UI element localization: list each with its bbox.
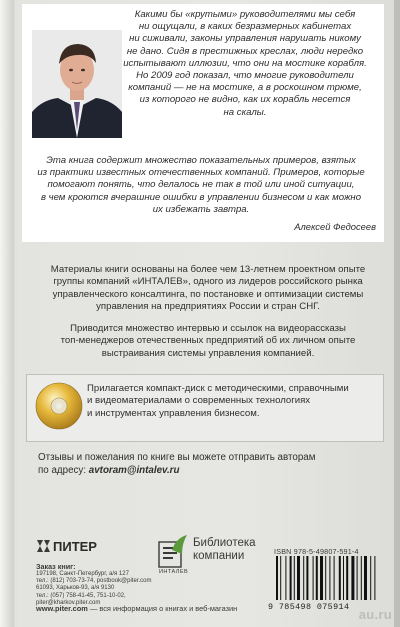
paragraph-line: группы компаний «ИНТАЛЕВ», одного из лидеров российского рынка	[53, 276, 363, 288]
paragraph-line: управленческого консалтинга, по постановке и оптимизации системы	[52, 288, 364, 300]
description-paragraph-1	[38, 264, 378, 313]
author-photo	[32, 30, 122, 138]
quote-line: компаний — не на мостике, а в роскошном трюме,	[128, 82, 362, 94]
feedback-email: avtoram@intalev.ru	[88, 464, 180, 476]
cd-disc-icon	[35, 382, 83, 430]
publisher-site	[36, 604, 237, 613]
piter-logo-text: ПИТЕР	[53, 539, 97, 554]
isbn-label: ISBN 978-5-49807-591-4	[274, 547, 359, 556]
paragraph-line: Приводится множество интервью и ссылок на видеорассказы	[70, 323, 346, 334]
quote-line: Но 2009 год показал, что многие руководители	[136, 70, 354, 82]
description-paragraph-2	[38, 323, 378, 360]
feedback-line-1: Отзывы и пожелания по книге вы можете отправить авторам	[38, 452, 316, 463]
quote-line: в чем кроются вчерашние ошибки в управлении бизнесом и как можно	[40, 191, 362, 203]
quote-continuation	[28, 155, 374, 216]
cd-line: Прилагается компакт-диск с методическими, справочными	[87, 383, 349, 394]
order-line: тел.: (057) 758-41-45, 751-10-02, piter@kharkov.piter.com	[36, 592, 126, 606]
cd-line: и инструментах управления бизнесом.	[87, 407, 260, 419]
feedback-line-2	[38, 465, 378, 478]
paragraph-line: выстраивания системы управления компанией.	[101, 347, 315, 359]
series-title-line-1: Библиотека	[193, 537, 256, 549]
quote-author: Алексей Федосеев	[294, 221, 376, 232]
quote-line: не дано. Сидя в престижных креслах, люди нередко	[126, 45, 364, 57]
order-line: 61093, Харьков-93, а/я 9130	[36, 585, 115, 592]
quote-line: Эта книга содержит множество показательных примеров, взятых	[46, 155, 356, 166]
quote-line: на скалы.	[223, 106, 267, 118]
watermark: au.ru	[358, 607, 392, 622]
order-info	[36, 562, 164, 607]
quote-line: помогают понять, что делалось не так в той или иной ситуации,	[47, 179, 355, 191]
quote-line: из практики известных отечественных компаний. Примеров, которые	[37, 167, 365, 179]
series-title-line-2: компании	[193, 549, 245, 562]
quote-line: ни сиживали, законы управления нарушать никому	[129, 33, 361, 45]
author-quote	[120, 9, 370, 119]
site-description: — вся информация о книгах и веб-магазин	[87, 604, 238, 613]
series-logo-icon	[158, 534, 188, 568]
quote-line: их избежать завтра.	[152, 203, 250, 215]
cover-right-edge	[394, 0, 400, 627]
site-url[interactable]: www.piter.com	[36, 604, 88, 613]
cover-left-edge	[0, 0, 14, 627]
paragraph-line: управления на предприятиях России и стран СНГ.	[96, 300, 320, 312]
quote-line: Какими бы «крутыми» руководителями мы себя	[134, 9, 356, 20]
order-heading: Заказ книг:	[36, 562, 76, 571]
order-line: 197198, Санкт-Петербург, а/я 127	[36, 571, 129, 577]
paragraph-line: топ-менеджеров отечественных предприятий об их личном опыте	[60, 335, 356, 347]
barcode-digits: 9 785498 075914	[268, 602, 350, 612]
cd-notice-box	[26, 374, 384, 442]
paragraph-line: Материалы книги основаны на более чем 13-летнем проектном опыте	[50, 264, 366, 275]
quote-line: ни ощущали, в каких безразмерных кабинетах	[138, 21, 352, 33]
order-line: тел.: (812) 703-73-74, postbook@piter.com	[36, 578, 152, 585]
isbn-barcode	[274, 556, 382, 600]
feedback-prefix: по адресу:	[38, 464, 89, 476]
cd-line: и видеоматериалами о современных технологиях	[87, 395, 311, 407]
piter-logo	[36, 537, 108, 555]
feedback-text	[38, 452, 378, 478]
series-title	[193, 537, 256, 562]
quote-line: испытывают иллюзии, что они на мостике корабля.	[123, 57, 367, 69]
quote-line: из которого не видно, как их корабль несется	[139, 94, 351, 106]
cd-notice-text	[87, 383, 377, 420]
series-brand: ИНТАЛЕВ	[159, 569, 189, 575]
